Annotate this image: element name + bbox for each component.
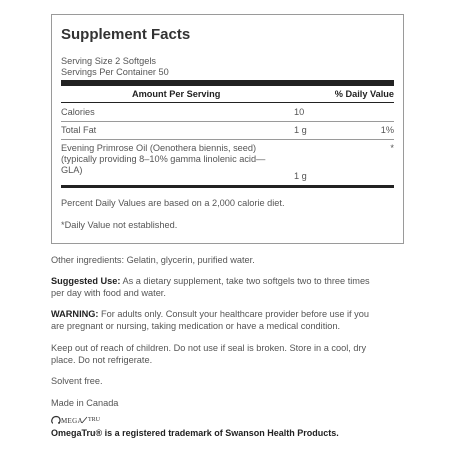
warning	[51, 308, 407, 332]
header-amount-per-serving: Amount Per Serving	[132, 89, 221, 99]
trademark-notice	[51, 427, 407, 439]
warning-label: WARNING:	[51, 309, 99, 319]
suggested-use	[51, 275, 407, 299]
row-calories-amount: 10	[294, 107, 305, 117]
row-primrose-name-line2: (typically providing 8–10% gamma linolenic acid—	[61, 154, 266, 164]
suggested-use-line1: As a dietary supplement, take two softgels two to three times	[120, 276, 370, 286]
row-total-fat-amount: 1 g	[294, 125, 307, 135]
solvent-free: Solvent free.	[51, 376, 103, 386]
storage-instructions	[51, 342, 407, 366]
serving-size: Serving Size 2 Softgels	[61, 56, 156, 66]
panel-title: Supplement Facts	[61, 26, 191, 43]
footnote-percent: Percent Daily Values are based on a 2,000 calorie diet.	[61, 198, 285, 208]
suggested-use-line2: per day with food and water.	[51, 288, 166, 298]
made-in: Made in Canada	[51, 398, 119, 408]
row-primrose-amount: 1 g	[294, 171, 307, 181]
row-primrose-name-line1: Evening Primrose Oil (Oenothera biennis, seed)	[61, 143, 257, 153]
servings-per-container: Servings Per Container 50	[61, 67, 169, 77]
warning-line1: For adults only. Consult your healthcare provider before use if you	[98, 309, 369, 319]
trademark-text: is a registered trademark of Swanson Health Products.	[102, 428, 339, 438]
bottom-rule	[61, 185, 394, 188]
svg-text:MEGA: MEGA	[61, 417, 83, 425]
footnote-star: *Daily Value not established.	[61, 220, 178, 230]
row-primrose-name-line3: GLA)	[61, 165, 83, 175]
warning-line2: are pregnant or nursing, taking medication or have a medical condition.	[51, 321, 341, 331]
row-total-fat-name: Total Fat	[61, 125, 97, 135]
omegatru-logo	[51, 414, 111, 426]
trademark-name: OmegaTru®	[51, 428, 103, 438]
row-total-fat-dv: 1%	[380, 125, 394, 135]
thick-rule	[61, 80, 394, 86]
other-ingredients: Other ingredients: Gelatin, glycerin, purified water.	[51, 255, 255, 265]
row-divider	[61, 121, 394, 122]
row-calories-name: Calories	[61, 107, 95, 117]
supplement-facts-panel	[51, 14, 404, 244]
row-divider	[61, 139, 394, 140]
suggested-use-label: Suggested Use:	[51, 276, 121, 286]
svg-text:TRU: TRU	[88, 417, 100, 423]
header-daily-value: % Daily Value	[334, 89, 394, 99]
header-rule	[61, 102, 394, 103]
row-primrose-dv: *	[390, 143, 394, 153]
storage-line1: Keep out of reach of children. Do not use if seal is broken. Store in a cool, dry	[51, 343, 367, 353]
storage-line2: place. Do not refrigerate.	[51, 355, 153, 365]
